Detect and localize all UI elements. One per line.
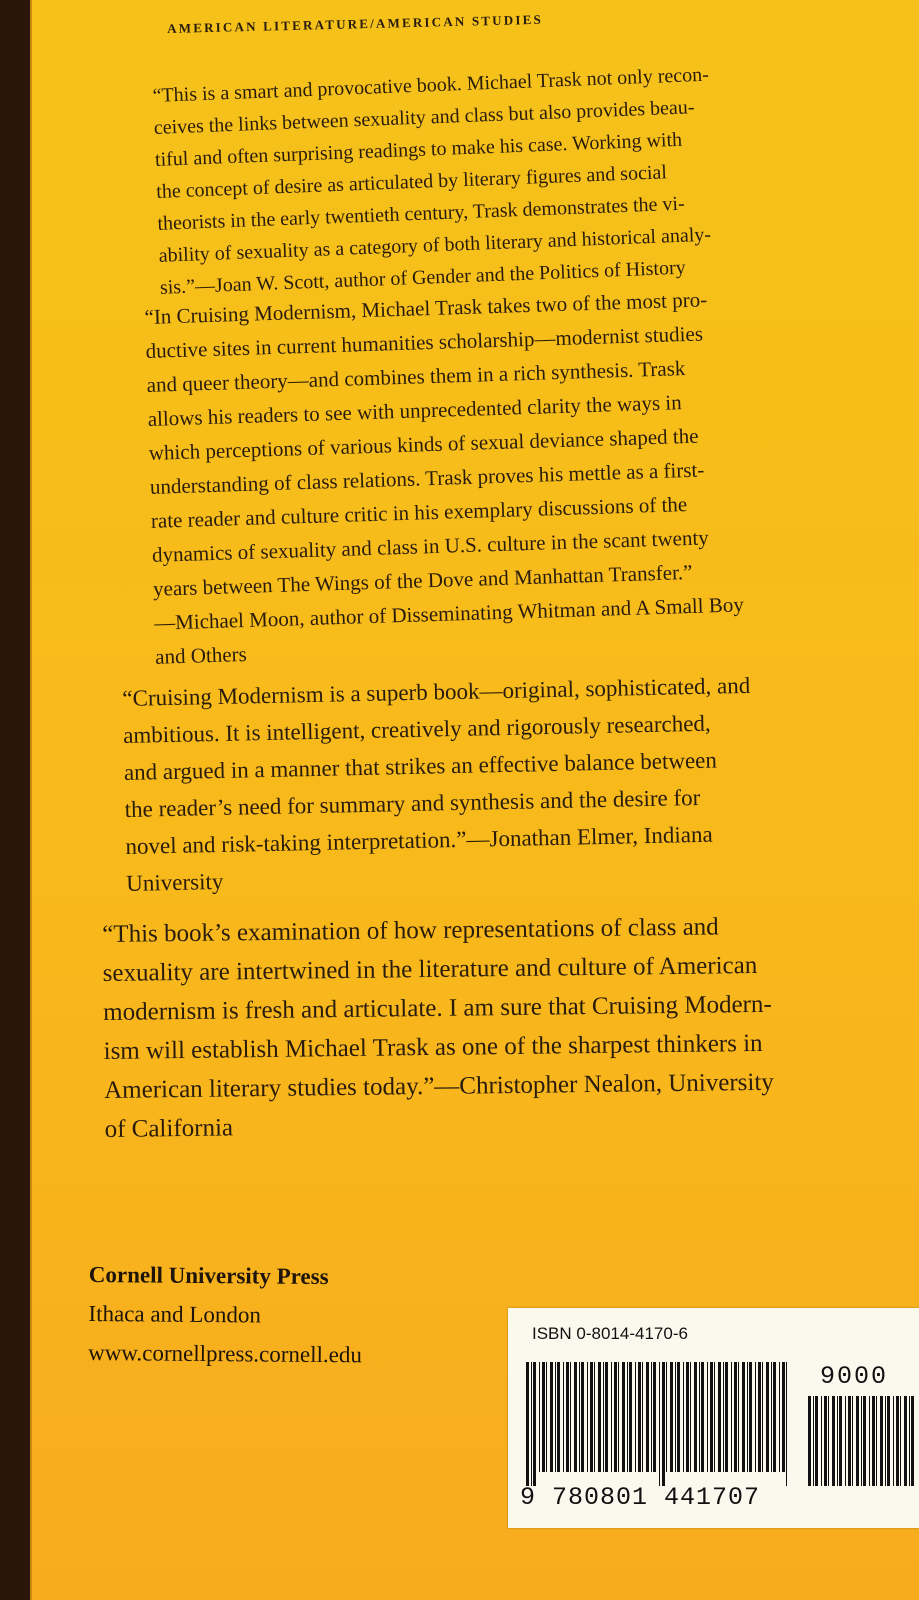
quote-line: American literary studies today.”—Christopher Nealon, University xyxy=(103,1068,774,1104)
barcode-bar xyxy=(659,1362,660,1486)
barcode-bar xyxy=(579,1362,580,1472)
barcode-bar xyxy=(539,1362,540,1472)
barcode-bar xyxy=(893,1396,894,1486)
quote-line: modernism is fresh and articulate. I am sure that Cruising Modern- xyxy=(103,990,772,1026)
barcode-bar xyxy=(896,1396,899,1486)
barcode-bar xyxy=(594,1362,595,1472)
barcode-bar xyxy=(824,1396,827,1486)
barcode-bar xyxy=(837,1396,838,1486)
quote-line: years between The Wings of the Dove and Manhattan Transfer.” xyxy=(152,559,693,601)
quote-line: the concept of desire as articulated by literary figures and social xyxy=(155,161,668,203)
barcode-bar xyxy=(773,1362,776,1472)
barcode-bar xyxy=(701,1362,704,1472)
barcode-bar xyxy=(651,1362,652,1472)
quote-line: —Michael Moon, author of Disseminating Whitman and A Small Boy xyxy=(153,592,745,635)
barcode-bar xyxy=(758,1362,761,1472)
quote-line: “Cruising Modernism is a superb book—original, sophisticated, and xyxy=(122,672,751,711)
barcode-bar xyxy=(880,1396,883,1486)
barcode-bar xyxy=(885,1396,886,1486)
barcode-bar xyxy=(574,1362,577,1472)
barcode-bar xyxy=(742,1362,745,1472)
barcode-bar xyxy=(786,1362,787,1486)
barcode-bar xyxy=(533,1362,536,1486)
barcode-bar xyxy=(828,1396,829,1486)
barcode-bar xyxy=(646,1362,649,1472)
publisher-location: Ithaca and London xyxy=(88,1300,262,1328)
quote-line: sis.”—Joan W. Scott, author of Gender and the Politics of History xyxy=(159,256,687,299)
barcode-bar xyxy=(686,1362,689,1472)
barcode-bar xyxy=(677,1362,680,1472)
quote-line: “This is a smart and provocative book. Michael Trask not only recon- xyxy=(152,63,710,107)
barcode-bar xyxy=(627,1362,628,1472)
barcode-bar xyxy=(635,1362,636,1472)
quote-line: dynamics of sexuality and class in U.S. culture in the scant twenty xyxy=(151,525,710,567)
barcode-bar xyxy=(872,1396,875,1486)
quote-line: ambitious. It is intelligent, creatively and rigorously researched, xyxy=(122,710,711,748)
quote-line: “In Cruising Modernism, Michael Trask takes two of the most pro- xyxy=(144,287,708,329)
publisher-website: www.cornellpress.cornell.edu xyxy=(88,1339,363,1368)
barcode-bar xyxy=(666,1362,667,1472)
series-label: AMERICAN LITERATURE/AMERICAN STUDIES xyxy=(167,11,544,36)
quote-line: novel and risk-taking interpretation.”—Jonathan Elmer, Indiana xyxy=(125,821,713,859)
barcode-bar xyxy=(852,1396,853,1486)
quote-line: “This book’s examination of how representations of class and xyxy=(102,913,719,948)
blurb-quote-1 xyxy=(152,59,717,304)
barcode-bar xyxy=(848,1396,851,1486)
barcode-bar xyxy=(546,1362,547,1472)
barcode-addon-digits: 9000 xyxy=(820,1362,889,1391)
barcode-bar xyxy=(603,1362,604,1472)
quote-line: and argued in a manner that strikes an effective balance between xyxy=(123,747,718,785)
barcode-bar xyxy=(557,1362,560,1472)
barcode-bar xyxy=(808,1396,811,1486)
barcode-bar xyxy=(638,1362,641,1472)
barcode-bar xyxy=(909,1396,910,1486)
barcode-bar xyxy=(904,1396,907,1486)
barcode-bar xyxy=(710,1362,713,1472)
barcode-bars xyxy=(526,1362,796,1486)
barcode-bar xyxy=(771,1362,772,1472)
barcode-bar xyxy=(611,1362,612,1472)
barcode-bar xyxy=(670,1362,673,1472)
barcode-bar xyxy=(629,1362,632,1472)
barcode-bar xyxy=(856,1396,859,1486)
barcode-bar xyxy=(762,1362,763,1472)
quote-line: of California xyxy=(104,1114,234,1143)
barcode-bar xyxy=(815,1396,818,1486)
barcode-bar xyxy=(876,1396,877,1486)
barcode-bar xyxy=(614,1362,617,1472)
quote-line: rate reader and culture critic in his exemplary discussions of the xyxy=(150,492,688,533)
barcode-bar xyxy=(839,1396,842,1486)
barcode-bar xyxy=(662,1362,665,1486)
quote-line: theorists in the early twentieth century, Trask demonstrates the vi- xyxy=(157,192,686,235)
blurb-quote-2 xyxy=(144,281,745,673)
barcode-bar xyxy=(832,1396,835,1486)
barcode-bar xyxy=(734,1362,737,1472)
quote-line: ceives the links between sexuality and class but also provides beau- xyxy=(153,96,695,139)
quote-line: and Others xyxy=(154,641,248,669)
publisher-name: Cornell University Press xyxy=(88,1261,329,1290)
barcode-bar xyxy=(563,1362,564,1472)
quote-line: allows his readers to see with unprecedented clarity the ways in xyxy=(147,390,683,431)
barcode-bar xyxy=(683,1362,684,1472)
barcode-bar xyxy=(718,1362,721,1472)
barcode-bar xyxy=(526,1362,529,1486)
barcode-bar xyxy=(542,1362,545,1472)
barcode-bar xyxy=(731,1362,732,1472)
barcode-bar xyxy=(531,1362,532,1486)
barcode-bar xyxy=(738,1362,739,1472)
blurb-quote-3 xyxy=(122,667,754,902)
barcode-bar xyxy=(618,1362,619,1472)
barcode-bar xyxy=(863,1396,866,1486)
barcode-digits: 9 780801 441707 xyxy=(520,1483,761,1512)
barcode-bar xyxy=(694,1362,697,1472)
barcode-bar xyxy=(821,1396,822,1486)
quote-line: ability of sexuality as a category of both literary and historical analy- xyxy=(158,223,712,267)
barcode-bar xyxy=(550,1362,553,1472)
quote-line: ductive sites in current humanities scholarship—modernist studies xyxy=(145,321,704,363)
blurb-quote-4 xyxy=(102,907,775,1149)
barcode-bar xyxy=(590,1362,593,1472)
barcode-bar xyxy=(566,1362,569,1472)
barcode-bar xyxy=(675,1362,676,1472)
barcode-bar xyxy=(598,1362,601,1472)
barcode-bar xyxy=(587,1362,588,1472)
barcode-bar xyxy=(845,1396,846,1486)
barcode-bar xyxy=(813,1396,814,1486)
quote-line: University xyxy=(126,868,224,896)
barcode-bar xyxy=(622,1362,625,1472)
barcode-bar xyxy=(555,1362,556,1472)
isbn-text: ISBN 0-8014-4170-6 xyxy=(532,1324,688,1343)
barcode-bar xyxy=(570,1362,571,1472)
barcode-bar xyxy=(714,1362,715,1472)
barcode-bar xyxy=(861,1396,862,1486)
barcode-bar xyxy=(782,1362,785,1472)
quote-line: the reader’s need for summary and synthesis and the desire for xyxy=(124,784,701,822)
quote-line: tiful and often surprising readings to make his case. Working with xyxy=(154,128,683,171)
barcode-bar xyxy=(749,1362,752,1472)
barcode-bar xyxy=(755,1362,756,1472)
barcode-bar xyxy=(699,1362,700,1472)
barcode-bar xyxy=(653,1362,656,1472)
quote-line: ism will establish Michael Trask as one of the sharpest thinkers in xyxy=(103,1029,763,1065)
barcode-bar xyxy=(690,1362,691,1472)
barcode-bar xyxy=(725,1362,728,1472)
barcode-bar xyxy=(779,1362,780,1472)
publisher-block xyxy=(88,1255,363,1374)
barcode-bar xyxy=(707,1362,708,1472)
barcode-bar xyxy=(766,1362,769,1472)
barcode-bar xyxy=(900,1396,901,1486)
barcode-addon-bars xyxy=(808,1396,919,1486)
quote-line: understanding of class relations. Trask proves his mettle as a first- xyxy=(149,457,705,499)
barcode-bar xyxy=(869,1396,870,1486)
barcode-bar xyxy=(723,1362,724,1472)
quote-line: sexuality are intertwined in the literature and culture of American xyxy=(102,951,758,987)
barcode-bar xyxy=(605,1362,608,1472)
quote-line: which perceptions of various kinds of sexual deviance shaped the xyxy=(148,423,699,465)
barcode-bar xyxy=(747,1362,748,1472)
barcode-bar xyxy=(581,1362,584,1472)
barcode-bar xyxy=(887,1396,890,1486)
isbn-barcode-label xyxy=(508,1308,919,1528)
barcode-bar xyxy=(642,1362,643,1472)
barcode-bar xyxy=(911,1396,914,1486)
quote-line: and queer theory—and combines them in a rich synthesis. Trask xyxy=(146,356,686,397)
